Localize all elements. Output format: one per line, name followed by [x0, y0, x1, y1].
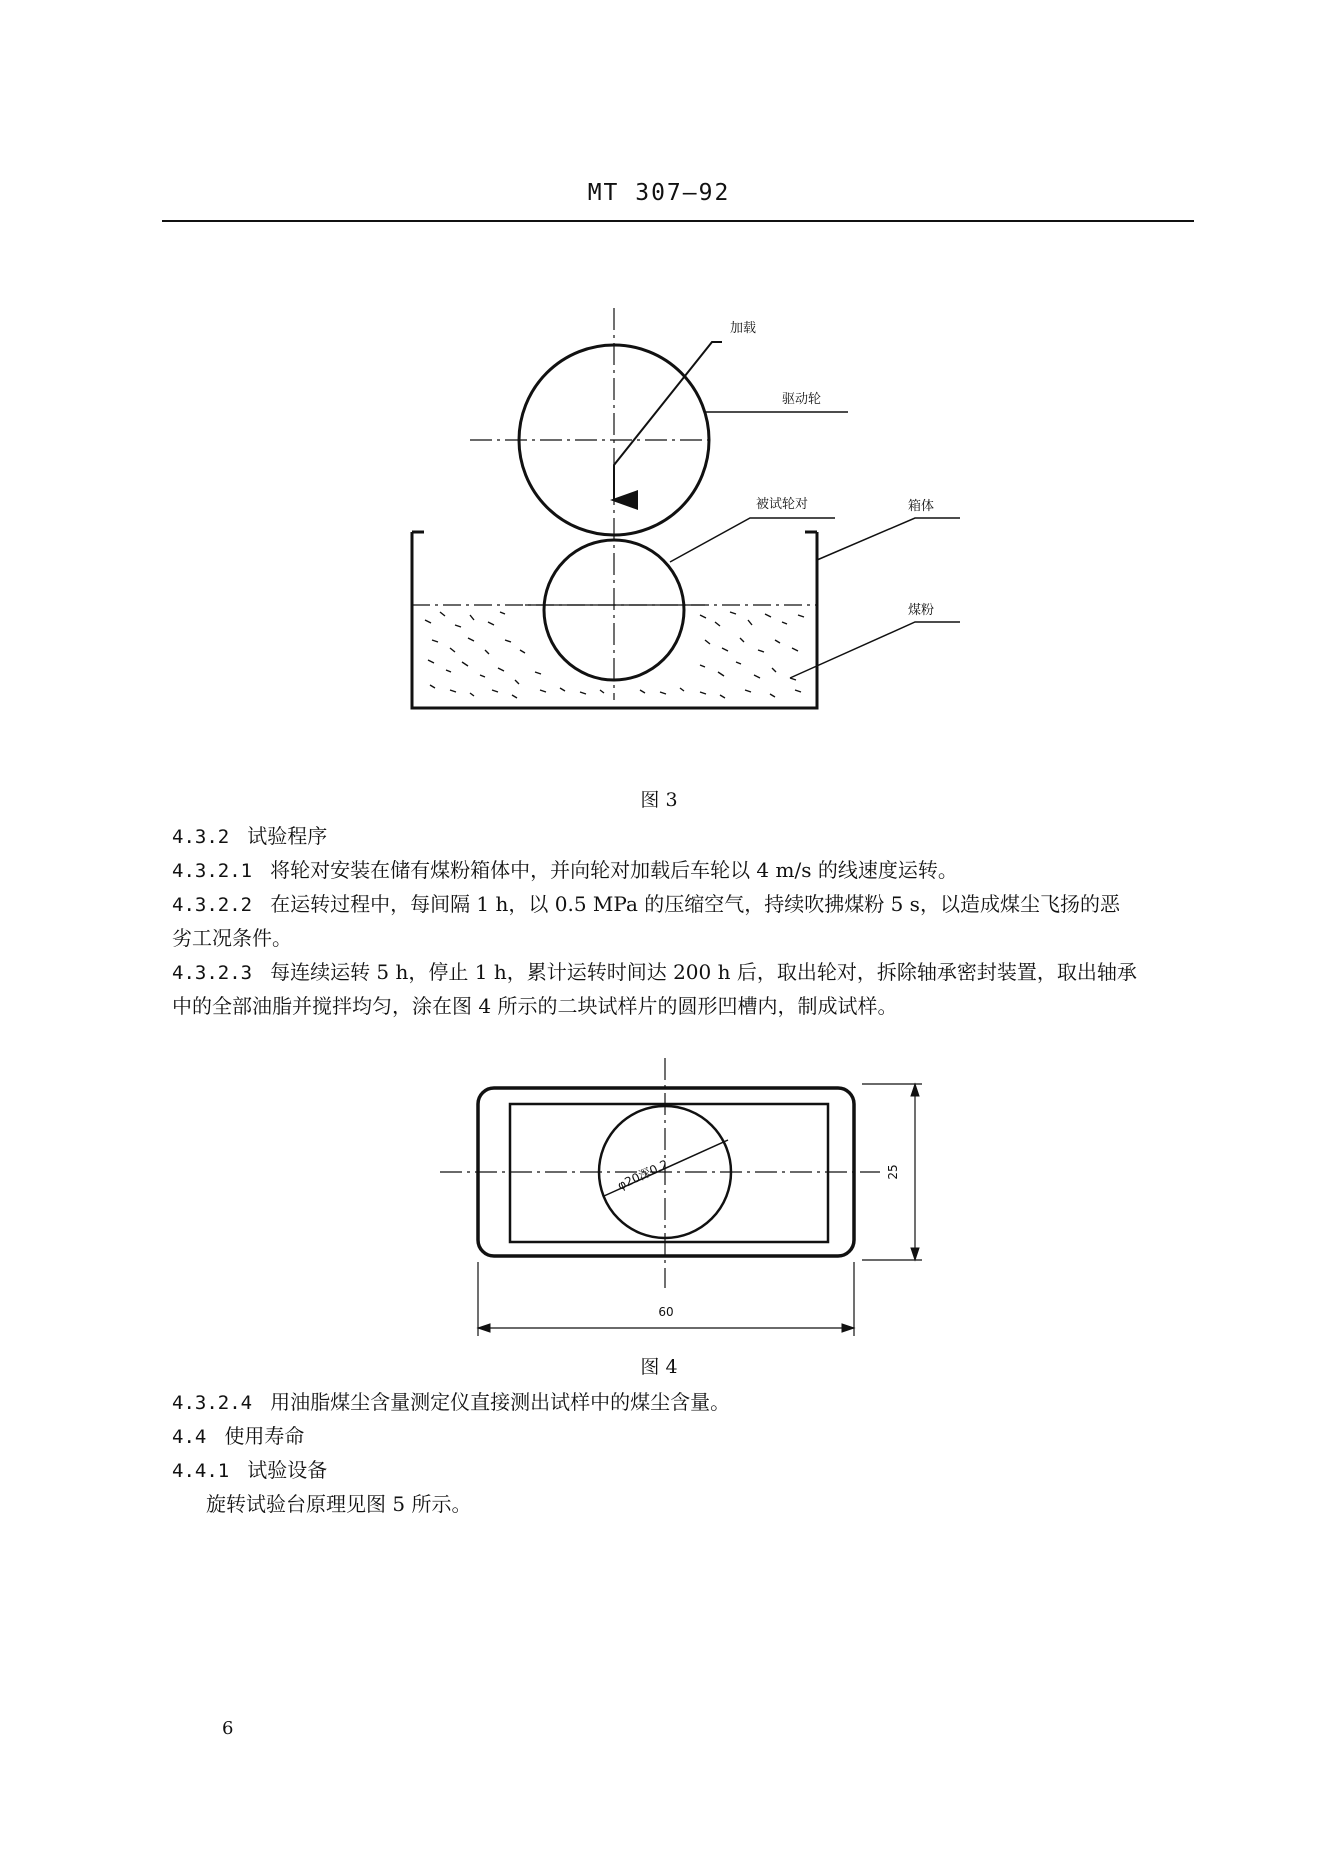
section-title: 使用寿命 — [224, 1424, 305, 1448]
label-box: 箱体 — [908, 499, 935, 514]
section-number: 4.3.2 — [172, 826, 230, 848]
page-number: 6 — [222, 1718, 234, 1739]
section-title: 试验程序 — [247, 824, 328, 848]
groove-label: φ20深0.2 — [615, 1157, 671, 1193]
section-number: 4.3.2.3 — [172, 962, 253, 984]
section-number: 4.3.2.4 — [172, 1392, 253, 1414]
section-text: 在运转过程中，每间隔 1 h，以 0.5 MPa 的压缩空气，持续吹拂煤粉 5 s，以造成煤尘飞扬的恶 — [270, 892, 1120, 916]
section-number: 4.4 — [172, 1426, 207, 1448]
section-4-3-2-4 — [172, 1386, 730, 1415]
width-dimension-label: 60 — [658, 1305, 674, 1319]
section-text: 每连续运转 5 h，停止 1 h，累计运转时间达 200 h 后，取出轮对，拆除轴承密封装置，取出轴承 — [270, 960, 1137, 984]
label-tested-wheelset: 被试轮对 — [756, 497, 809, 512]
figure-4-caption: 图 4 — [640, 1356, 678, 1378]
specimen-inner-plate — [510, 1104, 828, 1242]
label-load: 加载 — [730, 321, 757, 336]
section-number: 4.3.2.1 — [172, 860, 253, 882]
section-4-4 — [172, 1420, 304, 1449]
section-4-3-2-2-cont: 劣工况条件。 — [172, 926, 292, 950]
label-drive-wheel: 驱动轮 — [782, 392, 822, 407]
height-dimension-label: 25 — [886, 1164, 900, 1180]
section-number: 4.4.1 — [172, 1460, 230, 1482]
section-text: 将轮对安装在储有煤粉箱体中，并向轮对加载后车轮以 4 m/s 的线速度运转。 — [270, 858, 958, 882]
section-number: 4.3.2.2 — [172, 894, 253, 916]
section-4-4-1 — [172, 1454, 327, 1483]
document-code-header: MT 307—92 — [587, 180, 731, 206]
section-4-3-2-3-cont: 中的全部油脂并搅拌均匀，涂在图 4 所示的二块试样片的圆形凹槽内，制成试样。 — [172, 994, 898, 1018]
section-title: 试验设备 — [247, 1458, 328, 1482]
section-text: 用油脂煤尘含量测定仪直接测出试样中的煤尘含量。 — [270, 1390, 731, 1414]
label-coal-powder: 煤粉 — [908, 603, 935, 618]
paragraph-text: 旋转试验台原理见图 5 所示。 — [206, 1492, 472, 1516]
figure-3-caption: 图 3 — [640, 789, 678, 811]
